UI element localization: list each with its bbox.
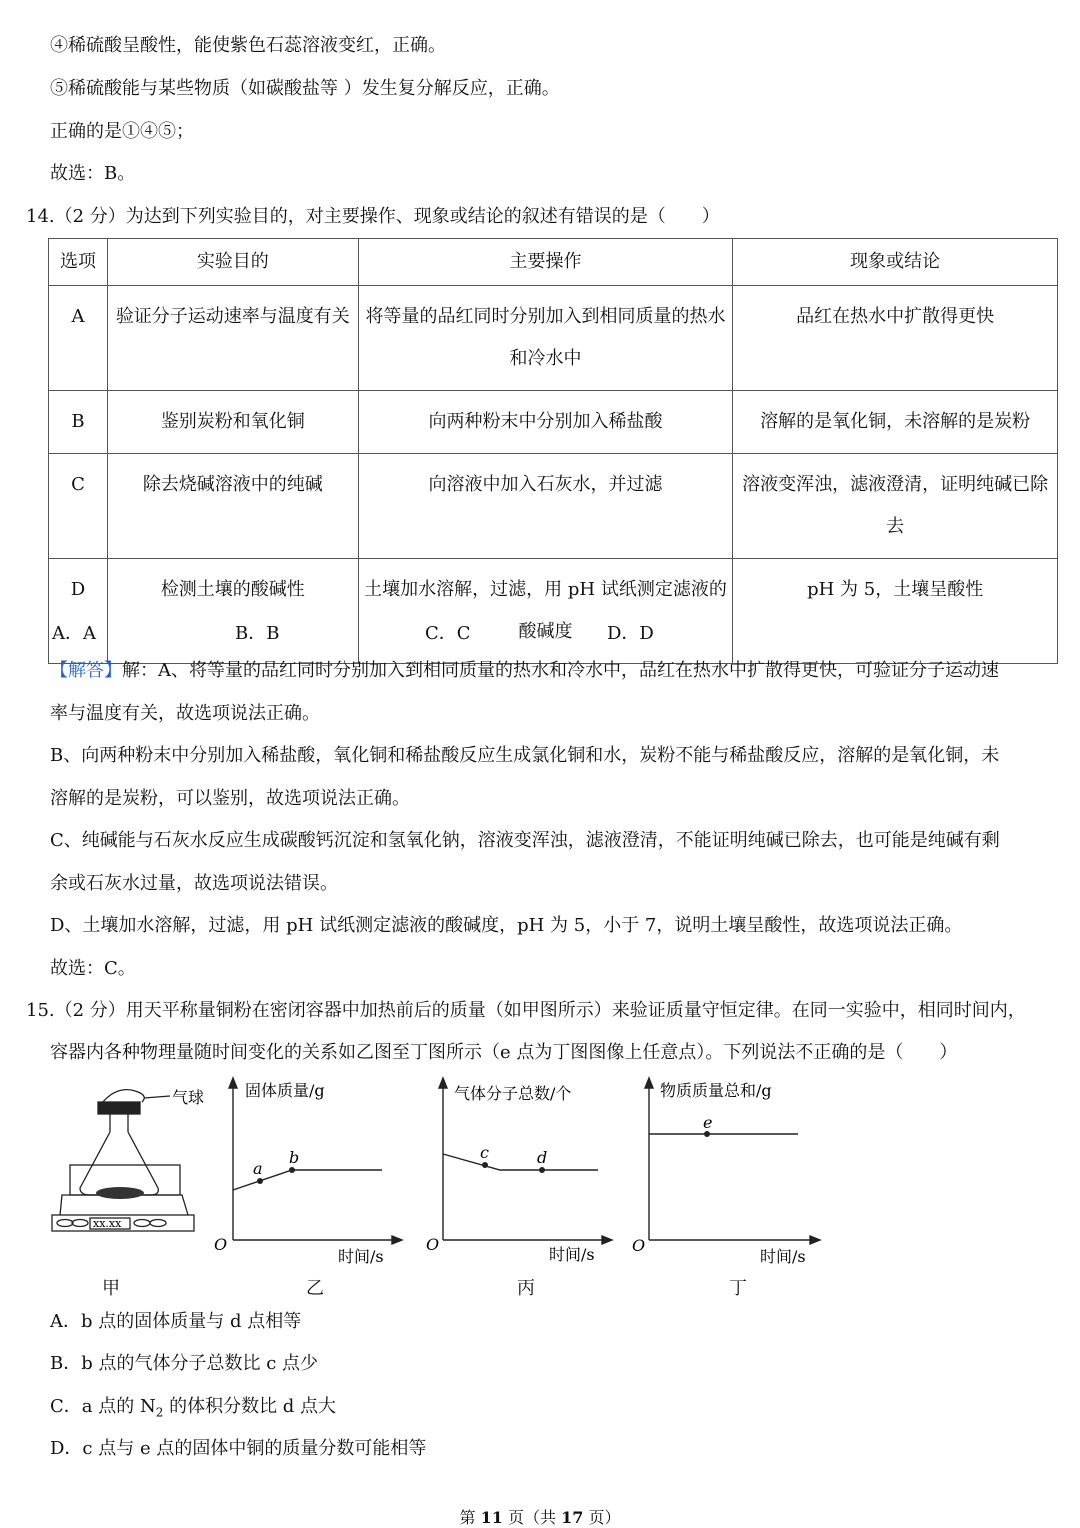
table-cell: 土壤加水溶解，过滤，用 pH 试纸测定滤液的酸碱度 (358, 559, 733, 664)
origin-yi: O (214, 1235, 228, 1254)
balloon-pointer (144, 1096, 170, 1098)
total-pages: 17 (561, 1508, 584, 1527)
page-footer (0, 1505, 1080, 1528)
prev-conclusion: 正确的是①④⑤； (50, 121, 194, 142)
footer-text: 页） (583, 1508, 621, 1527)
table-cell: 检测土壤的酸碱性 (107, 559, 358, 664)
origin-bing: O (426, 1235, 440, 1254)
q15-option-c (50, 1396, 336, 1424)
table-cell: 溶液变浑浊，滤液澄清，证明纯碱已除去 (733, 454, 1058, 559)
apparatus-jia (52, 1090, 194, 1231)
table-cell: 验证分子运动速率与温度有关 (107, 286, 358, 391)
balloon-outline (102, 1090, 144, 1103)
q14-answer-line-3: B、向两种粉末中分别加入稀盐酸，氧化铜和稀盐酸反应生成氯化铜和水，炭粉不能与稀盐酸反应，溶解的是氧化铜，未 (50, 745, 1000, 766)
caption-bing: 丙 (517, 1278, 535, 1299)
option-c-part: C．a 点的 N (50, 1396, 156, 1417)
balance-button (57, 1220, 73, 1227)
flask-stopper (98, 1102, 140, 1114)
table-cell: A (49, 286, 108, 391)
label-d: d (537, 1148, 548, 1167)
balance-button (72, 1220, 88, 1227)
y-arrow-icon (439, 1078, 447, 1088)
x-arrow-icon (810, 1236, 820, 1244)
footer-text: 第 (459, 1508, 481, 1527)
caption-ding: 丁 (729, 1278, 747, 1299)
x-arrow-icon (602, 1236, 612, 1244)
y-label-yi: 固体质量/g (245, 1081, 325, 1100)
point-a (257, 1178, 263, 1184)
answer-tag: 【解答】 (50, 660, 122, 681)
q14-answer-final: 故选：C。 (50, 958, 136, 979)
label-c: c (480, 1143, 489, 1162)
q14-answer-line-6: 余或石灰水过量，故选项说法错误。 (50, 873, 338, 894)
balloon-label: 气球 (172, 1088, 205, 1107)
table-cell: D (49, 559, 108, 664)
header-cell: 实验目的 (107, 239, 358, 286)
table-cell: C (49, 454, 108, 559)
balance-button (150, 1220, 166, 1227)
option-c-subscript: 2 (155, 1405, 164, 1420)
y-arrow-icon (229, 1078, 237, 1088)
label-a: a (253, 1159, 263, 1178)
footer-text: 页（共 (502, 1508, 562, 1527)
table-cell: pH 为 5，土壤呈酸性 (733, 559, 1058, 664)
q14-answer-line-7: D、土壤加水溶解，过滤，用 pH 试纸测定滤液的酸碱度，pH 为 5，小于 7，说明土壤呈酸性，故选项说法正确。 (50, 915, 963, 936)
q14-option-a: A．A (52, 623, 96, 644)
caption-yi: 乙 (306, 1278, 324, 1299)
option-c-part: 的体积分数比 d 点大 (163, 1396, 337, 1417)
table-row (49, 454, 1058, 559)
x-label-yi: 时间/s (338, 1247, 384, 1266)
label-b: b (289, 1148, 300, 1167)
table-cell: 鉴别炭粉和氧化铜 (107, 391, 358, 454)
series-line (443, 1154, 598, 1170)
q15-stem-1: 15.（2 分）用天平称量铜粉在密闭容器中加热前后的质量（如甲图所示）来验证质量守恒定律。在同一实验中，相同时间内， (26, 1000, 1026, 1021)
q14-answer-line-2: 率与温度有关，故选项说法正确。 (50, 703, 320, 724)
copper-powder (96, 1187, 144, 1199)
point-d (539, 1167, 545, 1173)
q14-answer-line-1 (50, 660, 999, 682)
q15-stem-2: 容器内各种物理量随时间变化的关系如乙图至丁图所示（e 点为丁图图像上任意点）。下列说法不正确的是（ ） (50, 1042, 958, 1063)
q15-option-d: D．c 点与 e 点的固体中铜的质量分数可能相等 (50, 1438, 427, 1459)
table-header-row (49, 239, 1058, 286)
balance-button (134, 1220, 150, 1227)
balance-reading: xx.xx (93, 1217, 122, 1230)
table-row (49, 286, 1058, 391)
table-cell: 品红在热水中扩散得更快 (733, 286, 1058, 391)
flask-body (80, 1132, 158, 1195)
origin-ding: O (632, 1236, 646, 1255)
table-cell: 溶解的是氧化铜，未溶解的是炭粉 (733, 391, 1058, 454)
page-number: 11 (480, 1508, 503, 1527)
x-label-ding: 时间/s (760, 1247, 806, 1266)
prev-line-4: ④稀硫酸呈酸性，能使紫色石蕊溶液变红，正确。 (50, 35, 446, 56)
table-cell: 向溶液中加入石灰水，并过滤 (358, 454, 733, 559)
flask-neck (110, 1112, 128, 1132)
q15-option-a: A．b 点的固体质量与 d 点相等 (50, 1311, 302, 1332)
table-row (49, 559, 1058, 664)
y-label-ding: 物质质量总和/g (660, 1081, 772, 1100)
header-cell: 选项 (49, 239, 108, 286)
point-c (482, 1162, 488, 1168)
q14-option-b: B．B (235, 623, 280, 644)
header-cell: 现象或结论 (733, 239, 1058, 286)
prev-line-5: ⑤稀硫酸能与某些物质（如碳酸盐等 ）发生复分解反应，正确。 (50, 78, 560, 99)
table-cell: 将等量的品红同时分别加入到相同质量的热水和冷水中 (358, 286, 733, 391)
q14-option-c: C．C (425, 623, 471, 644)
x-label-bing: 时间/s (549, 1245, 595, 1264)
table-cell: 除去烧碱溶液中的纯碱 (107, 454, 358, 559)
label-e: e (703, 1113, 713, 1132)
q14-stem: 14.（2 分）为达到下列实验目的，对主要操作、现象或结论的叙述有错误的是（ ） (26, 206, 720, 227)
y-arrow-icon (645, 1078, 653, 1088)
table-cell: 向两种粉末中分别加入稀盐酸 (358, 391, 733, 454)
x-arrow-icon (392, 1236, 402, 1244)
q14-option-d: D．D (607, 623, 654, 644)
graph-ding (645, 1078, 820, 1244)
q15-figure (40, 1070, 840, 1300)
q14-answer-line-4: 溶解的是炭粉，可以鉴别，故选项说法正确。 (50, 788, 410, 809)
y-label-bing: 气体分子总数/个 (454, 1084, 572, 1103)
point-b (289, 1167, 295, 1173)
caption-jia: 甲 (102, 1278, 120, 1299)
q14-table (48, 238, 1058, 664)
answer-text: 解：A、将等量的品红同时分别加入到相同质量的热水和冷水中，品红在热水中扩散得更快，可验证分子运动速 (122, 660, 999, 681)
table-row (49, 391, 1058, 454)
header-cell: 主要操作 (358, 239, 733, 286)
q14-answer-line-5: C、纯碱能与石灰水反应生成碳酸钙沉淀和氢氧化钠，溶液变浑浊，滤液澄清，不能证明纯碱已除去，也可能是纯碱有剩 (50, 830, 1000, 851)
q15-option-b: B．b 点的气体分子总数比 c 点少 (50, 1353, 318, 1374)
prev-answer: 故选：B。 (50, 163, 136, 184)
table-cell: B (49, 391, 108, 454)
